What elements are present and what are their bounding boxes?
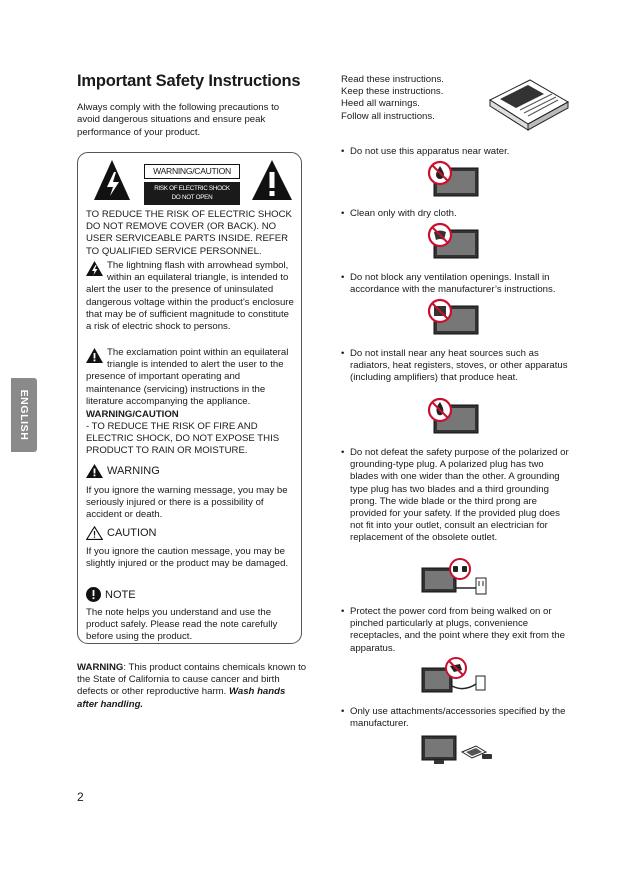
safety-symbols-box bbox=[77, 152, 302, 644]
exclamation-triangle-icon bbox=[250, 158, 294, 202]
plug-illustration bbox=[420, 558, 490, 603]
fire-heading: WARNING/CAUTION bbox=[86, 409, 179, 420]
bullet-heat bbox=[341, 348, 571, 385]
bullet-dot: • bbox=[341, 348, 345, 359]
bullet-water bbox=[341, 146, 571, 158]
bullet-text: Only use attachments/accessories specified by the manufacturer. bbox=[350, 706, 566, 730]
language-tab bbox=[11, 378, 37, 452]
warning-header bbox=[86, 157, 296, 207]
warning-caution-label: WARNING/CAUTION bbox=[144, 164, 240, 179]
prop65-label: WARNING bbox=[77, 662, 124, 673]
bullet-polarized-plug bbox=[341, 447, 571, 545]
bullet-ventilation bbox=[341, 272, 571, 296]
note-heading-text: NOTE bbox=[105, 588, 136, 601]
intro-text: Always comply with the following precautions to avoid dangerous situations and ensure peak performance of your product. bbox=[77, 102, 280, 138]
warning-triangle-icon bbox=[86, 464, 103, 478]
bullet-dot: • bbox=[341, 208, 345, 219]
bullet-dot: • bbox=[341, 146, 345, 157]
lightning-explanation bbox=[86, 260, 296, 333]
note-text: The note helps you understand and use the product safely. Please read the note carefully before using the product. bbox=[86, 607, 278, 643]
bullet-power-cord bbox=[341, 606, 571, 655]
small-lightning-icon bbox=[86, 261, 103, 280]
note-circle-icon bbox=[86, 587, 101, 602]
risk-shock-label bbox=[144, 182, 240, 205]
read-line: Heed all warnings. bbox=[341, 98, 420, 110]
caution-text: If you ignore the caution message, you may be slightly injured or the product may be damaged. bbox=[86, 546, 289, 570]
bullet-dot: • bbox=[341, 272, 345, 283]
read-line: Follow all instructions. bbox=[341, 110, 435, 122]
prop65-warning bbox=[77, 662, 307, 711]
bullet-text: Do not block any ventilation openings. Install in accordance with the manufacturer’s instructions. bbox=[350, 272, 556, 296]
bullet-text: Do not install near any heat sources such as radiators, heat registers, stoves, or other apparatus (including amplifiers) that produce heat. bbox=[350, 348, 568, 384]
shock-warning-text: TO REDUCE THE RISK OF ELECTRIC SHOCK DO NOT REMOVE COVER (OR BACK). NO USER SERVICEABLE PARTS INSIDE. REFER TO QUALIFIED SERVICE PERSONNEL. bbox=[86, 209, 292, 257]
read-line: Read these instructions. bbox=[341, 74, 444, 85]
bullet-dry-cloth bbox=[341, 208, 571, 220]
page-title: Important Safety Instructions bbox=[77, 72, 301, 90]
caution-heading-text: CAUTION bbox=[107, 527, 157, 539]
power-cord-prohibited-icon bbox=[420, 656, 490, 701]
note-heading bbox=[86, 587, 136, 602]
small-exclamation-icon bbox=[86, 348, 103, 367]
lightning-explanation-text: The lightning flash with arrowhead symbol, within an equilateral triangle, is intended to alert the user to the presence of uninsulated dangerous voltage within the product’s enclosure that may be of sufficient magnitude to constitute a risk of electric shock to persons. bbox=[86, 260, 294, 333]
bullet-text: Do not defeat the safety purpose of the polarized or grounding-type plug. A polarized plug has two blades with one wider than the other. A grounding type plug has two blades and a third grounding prong. The wide blade or the third prong are provided for your safety. If the provided plug does not fit into your outlet, consult an electrician for replacement of the obsolete outlet. bbox=[350, 447, 569, 544]
cloth-prohibited-icon bbox=[424, 222, 480, 267]
bullet-text: Clean only with dry cloth. bbox=[350, 208, 457, 219]
bullet-text: Protect the power cord from being walked on or pinched particularly at plugs, convenience receptacles, and the point where they exit from the apparatus. bbox=[350, 606, 565, 654]
lightning-triangle-icon bbox=[92, 158, 132, 202]
prop65-text: : This product contains chemicals known to the State of California to cause cancer and birth defects or other reproductive harm. bbox=[77, 662, 307, 698]
ventilation-prohibited-icon bbox=[424, 298, 480, 343]
risk-shock-line1: RISK OF ELECTRIC SHOCK bbox=[154, 185, 230, 192]
language-tab-label: ENGLISH bbox=[18, 389, 30, 441]
warning-text: If you ignore the warning message, you may be seriously injured or there is a possibility of accident or death. bbox=[86, 485, 288, 521]
page-number: 2 bbox=[77, 790, 84, 804]
fire-text: - TO REDUCE THE RISK OF FIRE AND ELECTRIC SHOCK, DO NOT EXPOSE THIS PRODUCT TO RAIN OR MOISTURE. bbox=[86, 421, 280, 457]
caution-heading bbox=[86, 526, 157, 540]
prop65-emphasis: Wash hands after handling. bbox=[77, 686, 286, 710]
manual-book-illustration bbox=[486, 74, 572, 137]
warning-heading-text: WARNING bbox=[107, 465, 160, 477]
bullet-dot: • bbox=[341, 706, 345, 717]
read-line: Keep these instructions. bbox=[341, 86, 444, 98]
heat-prohibited-icon bbox=[424, 397, 480, 442]
bullet-text: Do not use this apparatus near water. bbox=[350, 146, 510, 157]
exclamation-explanation bbox=[86, 347, 296, 408]
accessories-illustration bbox=[420, 734, 496, 771]
risk-shock-line2: DO NOT OPEN bbox=[171, 194, 213, 201]
water-prohibited-icon bbox=[424, 160, 480, 205]
caution-triangle-icon bbox=[86, 526, 103, 540]
exclamation-explanation-text: The exclamation point within an equilateral triangle is intended to alert the user to the presence of important operating and maintenance (servicing) instructions in the literature accompanying the appliance. bbox=[86, 347, 289, 407]
bullet-attachments bbox=[341, 706, 571, 730]
bullet-dot: • bbox=[341, 447, 345, 458]
warning-heading bbox=[86, 464, 160, 478]
bullet-dot: • bbox=[341, 606, 345, 617]
